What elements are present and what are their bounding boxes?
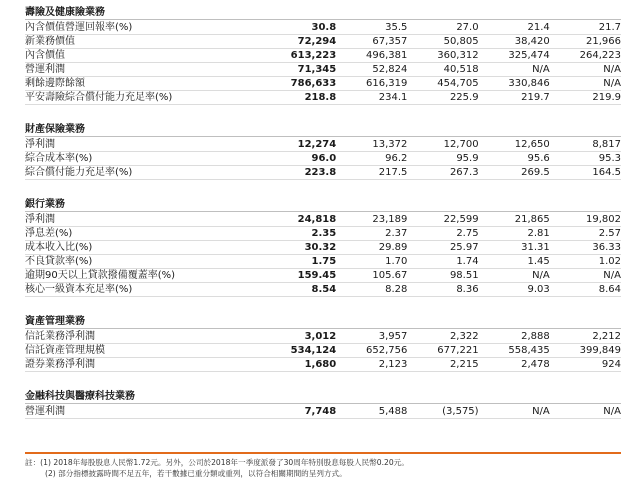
row-label: 綜合償付能力充足率(%) [25,166,265,180]
prior-year-value: 12,650 [479,137,550,152]
table-row [25,241,621,255]
prior-year-value: 219.9 [550,91,621,105]
prior-year-value: 31.31 [479,241,550,255]
section-title: 壽險及健康險業務 [25,6,265,20]
prior-year-value: 924 [550,358,621,372]
section-spacer [25,105,621,124]
table-row [25,77,621,91]
current-year-value: 786,633 [265,77,336,91]
section-title: 財產保險業務 [25,123,265,137]
section-title: 資產管理業務 [25,315,265,329]
row-label: 核心一級資本充足率(%) [25,283,265,297]
current-year-value: 534,124 [265,344,336,358]
prior-year-value: N/A [479,63,550,77]
prior-year-value: 35.5 [336,20,407,35]
row-label: 不良貸款率(%) [25,255,265,269]
current-year-value: 96.0 [265,152,336,166]
prior-year-value: 558,435 [479,344,550,358]
table-row [25,269,621,283]
table-body [25,6,621,419]
section-spacer [25,297,621,316]
prior-year-value: 2.57 [550,227,621,241]
prior-year-value: 264,223 [550,49,621,63]
prior-year-value: 8,817 [550,137,621,152]
prior-year-value: 9.03 [479,283,550,297]
row-label: 信託資產管理規模 [25,344,265,358]
table-row [25,20,621,35]
prior-year-value: 1.70 [336,255,407,269]
prior-year-value: 2,478 [479,358,550,372]
prior-year-value: N/A [550,404,621,419]
table-row [25,227,621,241]
row-label: 綜合成本率(%) [25,152,265,166]
prior-year-value: 95.6 [479,152,550,166]
prior-year-value: 21,865 [479,212,550,227]
current-year-value: 218.8 [265,91,336,105]
current-year-value: 223.8 [265,166,336,180]
prior-year-value: 217.5 [336,166,407,180]
row-label: 剩餘邊際餘額 [25,77,265,91]
prior-year-value: 38,420 [479,35,550,49]
prior-year-value: 2,123 [336,358,407,372]
prior-year-value: 40,518 [407,63,478,77]
prior-year-value: 164.5 [550,166,621,180]
prior-year-value: 234.1 [336,91,407,105]
row-label: 信託業務淨利潤 [25,329,265,344]
prior-year-value: 330,846 [479,77,550,91]
prior-year-value: 52,824 [336,63,407,77]
prior-year-value: 12,700 [407,137,478,152]
prior-year-value: 8.36 [407,283,478,297]
current-year-value: 613,223 [265,49,336,63]
prior-year-value: 13,372 [336,137,407,152]
table-row [25,152,621,166]
prior-year-value: 2,888 [479,329,550,344]
table-row [25,166,621,180]
prior-year-value: 21.7 [550,20,621,35]
table-row [25,91,621,105]
prior-year-value: 95.3 [550,152,621,166]
prior-year-value: 219.7 [479,91,550,105]
prior-year-value: 496,381 [336,49,407,63]
table-row [25,404,621,419]
prior-year-value: N/A [550,77,621,91]
prior-year-value: 50,805 [407,35,478,49]
prior-year-value: (3,575) [407,404,478,419]
prior-year-value: 2,322 [407,329,478,344]
row-label: 平安壽險綜合償付能力充足率(%) [25,91,265,105]
current-year-value: 3,012 [265,329,336,344]
row-label: 內含價值 [25,49,265,63]
prior-year-value: 2.75 [407,227,478,241]
current-year-value: 30.32 [265,241,336,255]
prior-year-value: 1.74 [407,255,478,269]
accent-rule [25,452,621,454]
current-year-value: 159.45 [265,269,336,283]
prior-year-value: 225.9 [407,91,478,105]
current-year-value: 12,274 [265,137,336,152]
section-title: 金融科技與醫療科技業務 [25,390,265,404]
table-row [25,137,621,152]
row-label: 成本收入比(%) [25,241,265,255]
prior-year-value: 2,215 [407,358,478,372]
section-spacer [25,372,621,391]
prior-year-value: 2.37 [336,227,407,241]
prior-year-value: 67,357 [336,35,407,49]
prior-year-value: N/A [479,404,550,419]
prior-year-value: 360,312 [407,49,478,63]
section-header [25,123,621,137]
prior-year-value: 5,488 [336,404,407,419]
current-year-value: 8.54 [265,283,336,297]
prior-year-value: 1.02 [550,255,621,269]
row-label: 新業務價值 [25,35,265,49]
prior-year-value: 3,957 [336,329,407,344]
prior-year-value: 2.81 [479,227,550,241]
prior-year-value: 325,474 [479,49,550,63]
table-row [25,63,621,77]
row-label: 淨利潤 [25,212,265,227]
prior-year-value: 25.97 [407,241,478,255]
row-label: 逾期90天以上貸款撥備覆蓋率(%) [25,269,265,283]
prior-year-value: 105.67 [336,269,407,283]
current-year-value: 2.35 [265,227,336,241]
row-label: 淨息差(%) [25,227,265,241]
key-indicators-table [25,6,621,419]
row-label: 營運利潤 [25,404,265,419]
section-header [25,390,621,404]
prior-year-value: 22,599 [407,212,478,227]
table-row [25,329,621,344]
prior-year-value: 21,966 [550,35,621,49]
prior-year-value: 27.0 [407,20,478,35]
prior-year-value: 95.9 [407,152,478,166]
row-label: 營運利潤 [25,63,265,77]
prior-year-value: 98.51 [407,269,478,283]
prior-year-value: 616,319 [336,77,407,91]
prior-year-value: N/A [550,63,621,77]
table-row [25,283,621,297]
table-row [25,49,621,63]
footnote-1: 註：(1) 2018年每股股息人民幣1.72元。另外，公司於2018年一季度派發了30周年特別股息每股人民幣0.20元。 [25,458,409,467]
prior-year-value: 269.5 [479,166,550,180]
current-year-value: 72,294 [265,35,336,49]
row-label: 淨利潤 [25,137,265,152]
current-year-value: 30.8 [265,20,336,35]
current-year-value: 7,748 [265,404,336,419]
prior-year-value: 399,849 [550,344,621,358]
prior-year-value: 21.4 [479,20,550,35]
prior-year-value: 96.2 [336,152,407,166]
section-header [25,315,621,329]
footnote-2: (2) 部分指標披露時間不足五年，若干數據已重分類或重列，以符合相關期間的呈列方式。 [45,469,347,478]
prior-year-value: 29.89 [336,241,407,255]
prior-year-value: 1.45 [479,255,550,269]
table-row [25,358,621,372]
row-label: 內含價值營運回報率(%) [25,20,265,35]
section-spacer [25,180,621,199]
table-row [25,255,621,269]
prior-year-value: 454,705 [407,77,478,91]
footnotes [25,457,625,479]
prior-year-value: 677,221 [407,344,478,358]
section-title: 銀行業務 [25,198,265,212]
current-year-value: 71,345 [265,63,336,77]
current-year-value: 1.75 [265,255,336,269]
prior-year-value: 36.33 [550,241,621,255]
prior-year-value: 267.3 [407,166,478,180]
section-header [25,6,621,20]
row-label: 證券業務淨利潤 [25,358,265,372]
prior-year-value: 8.64 [550,283,621,297]
prior-year-value: 2,212 [550,329,621,344]
table-row [25,212,621,227]
section-header [25,198,621,212]
prior-year-value: 23,189 [336,212,407,227]
prior-year-value: 652,756 [336,344,407,358]
current-year-value: 1,680 [265,358,336,372]
prior-year-value: 8.28 [336,283,407,297]
prior-year-value: N/A [479,269,550,283]
prior-year-value: N/A [550,269,621,283]
current-year-value: 24,818 [265,212,336,227]
table-row [25,35,621,49]
prior-year-value: 19,802 [550,212,621,227]
table-row [25,344,621,358]
